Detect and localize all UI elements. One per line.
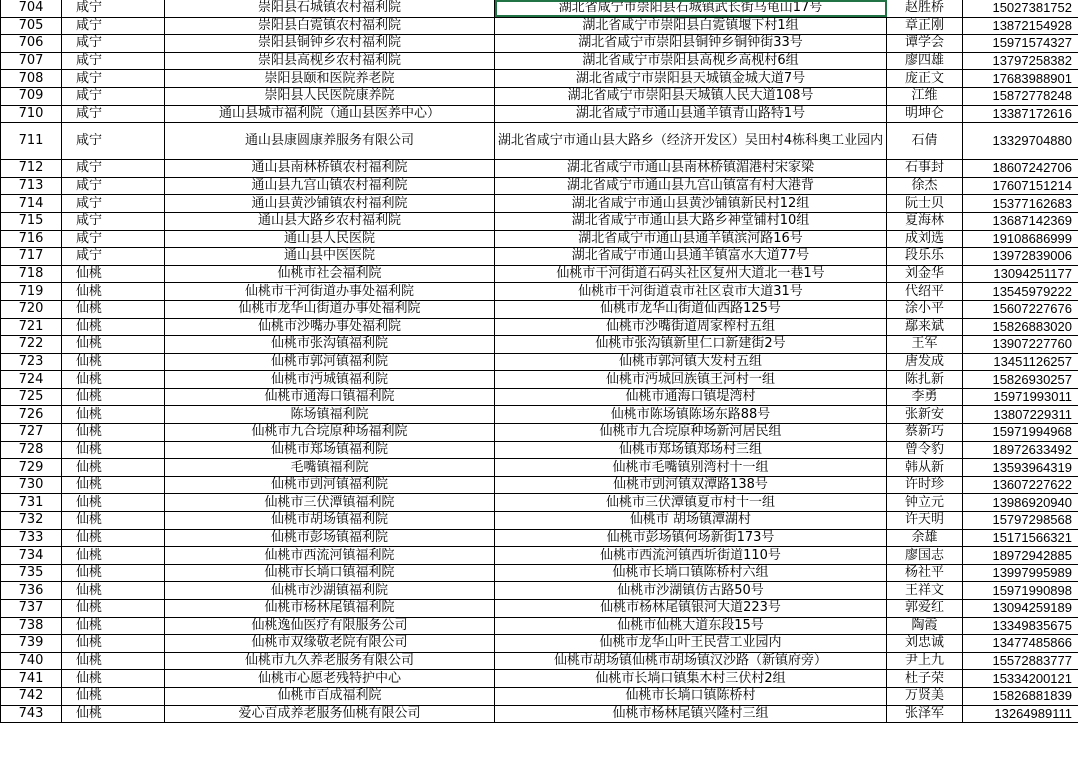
city-cell[interactable]: 仙桃 [62,635,165,653]
table-row [1,283,1078,301]
table-row [1,177,1078,195]
table-row [1,17,1078,35]
city-cell[interactable]: 仙桃 [62,300,165,318]
row-number-cell[interactable]: 726 [1,406,62,424]
institution-name-cell[interactable]: 崇阳县石城镇农村福利院 [165,0,495,17]
row-number-cell[interactable]: 720 [1,300,62,318]
contact-person-cell[interactable]: 谭学会 [887,35,963,53]
city-cell[interactable]: 仙桃 [62,705,165,723]
city-cell[interactable]: 仙桃 [62,494,165,512]
table-row [1,336,1078,354]
phone-cell[interactable]: 13986920940 [963,494,1078,512]
institution-name-cell[interactable]: 通山县中医医院 [165,248,495,266]
address-cell[interactable]: 仙桃市通海口镇堤湾村 [495,388,887,406]
row-number-cell[interactable]: 739 [1,635,62,653]
institution-name-cell[interactable]: 通山县康圆康养服务有限公司 [165,123,495,160]
table-row [1,300,1078,318]
city-cell[interactable]: 仙桃 [62,600,165,618]
row-number-cell[interactable]: 723 [1,353,62,371]
address-cell[interactable]: 仙桃市彭场镇何场新街173号 [495,529,887,547]
institution-name-cell[interactable]: 通山县城市福利院（通山县医养中心） [165,105,495,123]
phone-cell[interactable]: 15971990898 [963,582,1078,600]
address-cell[interactable]: 仙桃市沔城回族镇王河村一组 [495,371,887,389]
row-number-cell[interactable]: 714 [1,195,62,213]
institution-name-cell[interactable]: 通山县大路乡农村福利院 [165,212,495,230]
row-number-cell[interactable]: 712 [1,160,62,178]
city-cell[interactable]: 仙桃 [62,652,165,670]
phone-cell[interactable]: 13387172616 [963,105,1078,123]
contact-person-cell[interactable]: 廖国志 [887,547,963,565]
row-number-cell[interactable]: 716 [1,230,62,248]
table-row [1,687,1078,705]
contact-person-cell[interactable]: 韩从新 [887,459,963,477]
row-number-cell[interactable]: 717 [1,248,62,266]
contact-person-cell[interactable]: 杨社平 [887,564,963,582]
institution-name-cell[interactable]: 仙桃市沙湖镇福利院 [165,582,495,600]
contact-person-cell[interactable]: 张新安 [887,406,963,424]
row-number-cell[interactable]: 709 [1,87,62,105]
address-cell[interactable]: 仙桃市沙湖镇仿古路50号 [495,582,887,600]
address-cell[interactable]: 仙桃市长埫口镇陈桥村六组 [495,564,887,582]
spreadsheet-body [1,0,1078,723]
phone-cell[interactable]: 15872778248 [963,87,1078,105]
city-cell[interactable]: 咸宁 [62,70,165,88]
phone-cell[interactable]: 13593964319 [963,459,1078,477]
institution-name-cell[interactable]: 仙桃市双缘敬老院有限公司 [165,635,495,653]
phone-cell[interactable]: 13807229311 [963,406,1078,424]
table-row [1,635,1078,653]
institution-name-cell[interactable]: 仙桃市杨林尾镇福利院 [165,600,495,618]
city-cell[interactable]: 咸宁 [62,230,165,248]
contact-person-cell[interactable]: 王军 [887,336,963,354]
city-cell[interactable]: 仙桃 [62,582,165,600]
address-cell[interactable]: 湖北省咸宁市通山县南林桥镇湄港村宋家梁 [495,160,887,178]
city-cell[interactable]: 咸宁 [62,35,165,53]
city-cell[interactable]: 仙桃 [62,547,165,565]
table-row [1,424,1078,442]
city-cell[interactable]: 仙桃 [62,512,165,530]
phone-cell[interactable]: 15171566321 [963,529,1078,547]
institution-name-cell[interactable]: 仙桃市胡场镇福利院 [165,512,495,530]
phone-cell[interactable]: 13545979222 [963,283,1078,301]
phone-cell[interactable]: 15572883777 [963,652,1078,670]
address-cell[interactable]: 仙桃市郭河镇大发村五组 [495,353,887,371]
institution-name-cell[interactable]: 通山县黄沙铺镇农村福利院 [165,195,495,213]
row-number-cell[interactable]: 706 [1,35,62,53]
institution-name-cell[interactable]: 崇阳县铜钟乡农村福利院 [165,35,495,53]
contact-person-cell[interactable]: 代绍平 [887,283,963,301]
contact-person-cell[interactable]: 阮士贝 [887,195,963,213]
phone-cell[interactable]: 13349835675 [963,617,1078,635]
contact-person-cell[interactable]: 廖四雄 [887,52,963,70]
row-number-cell[interactable]: 715 [1,212,62,230]
city-cell[interactable]: 仙桃 [62,265,165,283]
address-cell[interactable]: 湖北省咸宁市崇阳县白霓镇堰下村1组 [495,17,887,35]
table-row [1,0,1078,17]
address-cell[interactable]: 仙桃市长埫口镇集木村三伏村2组 [495,670,887,688]
contact-person-cell[interactable]: 刘金华 [887,265,963,283]
city-cell[interactable]: 仙桃 [62,564,165,582]
table-row [1,87,1078,105]
address-cell[interactable]: 湖北省咸宁市通山县通羊镇富水大道77号 [495,248,887,266]
city-cell[interactable]: 仙桃 [62,424,165,442]
contact-person-cell[interactable]: 余雄 [887,529,963,547]
phone-cell[interactable]: 13907227760 [963,336,1078,354]
city-cell[interactable]: 咸宁 [62,105,165,123]
city-cell[interactable]: 仙桃 [62,687,165,705]
table-row [1,670,1078,688]
table-row [1,529,1078,547]
row-number-cell[interactable]: 724 [1,371,62,389]
address-cell[interactable]: 湖北省咸宁市崇阳县天城镇人民大道108号 [495,87,887,105]
institution-name-cell[interactable]: 仙桃市沔城镇福利院 [165,371,495,389]
row-number-cell[interactable]: 711 [1,123,62,160]
row-number-cell[interactable]: 737 [1,600,62,618]
contact-person-cell[interactable]: 曾令豹 [887,441,963,459]
institution-name-cell[interactable]: 仙桃市彭场镇福利院 [165,529,495,547]
phone-cell[interactable]: 15377162683 [963,195,1078,213]
city-cell[interactable]: 咸宁 [62,52,165,70]
address-cell[interactable]: 仙桃市长埫口镇陈桥村 [495,687,887,705]
table-row [1,212,1078,230]
contact-person-cell[interactable]: 王祥文 [887,582,963,600]
institution-name-cell[interactable]: 仙桃市心愿老残特护中心 [165,670,495,688]
contact-person-cell[interactable]: 许天明 [887,512,963,530]
institution-name-cell[interactable]: 通山县九宫山镇农村福利院 [165,177,495,195]
phone-cell[interactable]: 13997995989 [963,564,1078,582]
city-cell[interactable]: 仙桃 [62,336,165,354]
phone-cell[interactable]: 18972633492 [963,441,1078,459]
city-cell[interactable]: 咸宁 [62,17,165,35]
table-row [1,388,1078,406]
address-cell[interactable]: 仙桃市毛嘴镇别湾村十一组 [495,459,887,477]
city-cell[interactable]: 咸宁 [62,123,165,160]
city-cell[interactable]: 仙桃 [62,371,165,389]
institution-name-cell[interactable]: 仙桃市剅河镇福利院 [165,476,495,494]
phone-cell[interactable]: 15971574327 [963,35,1078,53]
table-row [1,70,1078,88]
institution-name-cell[interactable]: 仙桃市西流河镇福利院 [165,547,495,565]
city-cell[interactable]: 仙桃 [62,283,165,301]
city-cell[interactable]: 仙桃 [62,406,165,424]
row-number-cell[interactable]: 741 [1,670,62,688]
phone-cell[interactable]: 13872154928 [963,17,1078,35]
city-cell[interactable]: 仙桃 [62,441,165,459]
institution-name-cell[interactable]: 仙桃市百成福利院 [165,687,495,705]
phone-cell[interactable]: 19108686999 [963,230,1078,248]
row-number-cell[interactable]: 730 [1,476,62,494]
contact-person-cell[interactable]: 章正刚 [887,17,963,35]
address-cell[interactable]: 仙桃市张沟镇新里仁口新建街2号 [495,336,887,354]
row-number-cell[interactable]: 736 [1,582,62,600]
table-row [1,564,1078,582]
institution-name-cell[interactable]: 毛嘴镇福利院 [165,459,495,477]
phone-cell[interactable]: 13264989111 [963,705,1078,723]
city-cell[interactable]: 咸宁 [62,195,165,213]
contact-person-cell[interactable]: 夏海林 [887,212,963,230]
city-cell[interactable]: 咸宁 [62,0,165,17]
table-row [1,617,1078,635]
phone-cell[interactable]: 15826881839 [963,687,1078,705]
table-row [1,494,1078,512]
institution-name-cell[interactable]: 仙桃市九久养老服务有限公司 [165,652,495,670]
phone-cell[interactable]: 13477485866 [963,635,1078,653]
city-cell[interactable]: 仙桃 [62,529,165,547]
city-cell[interactable]: 仙桃 [62,617,165,635]
row-number-cell[interactable]: 705 [1,17,62,35]
city-cell[interactable]: 咸宁 [62,212,165,230]
contact-person-cell[interactable]: 涂小平 [887,300,963,318]
phone-cell[interactable]: 13797258382 [963,52,1078,70]
address-cell[interactable]: 湖北省咸宁市通山县大路乡神堂铺村10组 [495,212,887,230]
contact-person-cell[interactable]: 段乐乐 [887,248,963,266]
institution-name-cell[interactable]: 崇阳县白霓镇农村福利院 [165,17,495,35]
row-number-cell[interactable]: 722 [1,336,62,354]
table-row [1,371,1078,389]
row-number-cell[interactable]: 731 [1,494,62,512]
row-number-cell[interactable]: 713 [1,177,62,195]
table-row [1,248,1078,266]
contact-person-cell[interactable]: 钟立元 [887,494,963,512]
phone-cell[interactable]: 18607242706 [963,160,1078,178]
phone-cell[interactable]: 13972839006 [963,248,1078,266]
row-number-cell[interactable]: 738 [1,617,62,635]
address-cell[interactable]: 湖北省咸宁市通山县通羊镇滨河路16号 [495,230,887,248]
row-number-cell[interactable]: 725 [1,388,62,406]
row-number-cell[interactable]: 721 [1,318,62,336]
table-row [1,318,1078,336]
contact-person-cell[interactable]: 唐发成 [887,353,963,371]
table-row [1,547,1078,565]
table-row [1,441,1078,459]
institution-name-cell[interactable]: 仙桃市龙华山街道办事处福利院 [165,300,495,318]
institution-name-cell[interactable]: 仙桃市沙嘴办事处福利院 [165,318,495,336]
table-row [1,652,1078,670]
city-cell[interactable]: 咸宁 [62,248,165,266]
table-row [1,512,1078,530]
table-row [1,406,1078,424]
address-cell[interactable]: 仙桃市干河街道袁市社区袁市大道31号 [495,283,887,301]
row-number-cell[interactable]: 734 [1,547,62,565]
table-row [1,230,1078,248]
city-cell[interactable]: 仙桃 [62,353,165,371]
address-cell[interactable]: 仙桃市西流河镇西圻街道110号 [495,547,887,565]
contact-person-cell[interactable]: 徐杰 [887,177,963,195]
address-cell[interactable]: 仙桃市仙桃大道东段15号 [495,617,887,635]
institution-name-cell[interactable]: 仙桃市社会福利院 [165,265,495,283]
address-cell[interactable]: 仙桃市沙嘴街道周家榨村五组 [495,318,887,336]
address-cell[interactable]: 仙桃市陈场镇陈场东路88号 [495,406,887,424]
table-row [1,105,1078,123]
city-cell[interactable]: 仙桃 [62,388,165,406]
row-number-cell[interactable]: 733 [1,529,62,547]
contact-person-cell[interactable]: 杜子荣 [887,670,963,688]
row-number-cell[interactable]: 742 [1,687,62,705]
address-cell[interactable]: 仙桃市三伏潭镇夏市村十一组 [495,494,887,512]
contact-person-cell[interactable]: 赵胜桥 [887,0,963,17]
city-cell[interactable]: 仙桃 [62,459,165,477]
contact-person-cell[interactable]: 江维 [887,87,963,105]
row-number-cell[interactable]: 719 [1,283,62,301]
institution-name-cell[interactable]: 通山县人民医院 [165,230,495,248]
phone-cell[interactable]: 15334200121 [963,670,1078,688]
city-cell[interactable]: 咸宁 [62,177,165,195]
row-number-cell[interactable]: 718 [1,265,62,283]
row-number-cell[interactable]: 740 [1,652,62,670]
phone-cell[interactable]: 13094259189 [963,600,1078,618]
phone-cell[interactable]: 17607151214 [963,177,1078,195]
institution-name-cell[interactable]: 崇阳县颐和医院养老院 [165,70,495,88]
contact-person-cell[interactable]: 郭爱红 [887,600,963,618]
table-row [1,160,1078,178]
institution-name-cell[interactable]: 仙桃市郭河镇福利院 [165,353,495,371]
city-cell[interactable]: 咸宁 [62,160,165,178]
row-number-cell[interactable]: 732 [1,512,62,530]
contact-person-cell[interactable]: 石事封 [887,160,963,178]
table-row [1,476,1078,494]
contact-person-cell[interactable]: 李勇 [887,388,963,406]
row-number-cell[interactable]: 707 [1,52,62,70]
address-cell[interactable]: 湖北省咸宁市通山县大路乡（经济开发区）吴田村4栋科奥工业园内 [495,123,887,160]
contact-person-cell[interactable]: 明坤仑 [887,105,963,123]
institution-name-cell[interactable]: 陈场镇福利院 [165,406,495,424]
table-row [1,265,1078,283]
address-cell[interactable]: 仙桃市龙华山街道仙西路125号 [495,300,887,318]
phone-cell[interactable]: 15027381752 [963,0,1078,17]
contact-person-cell[interactable]: 陈扎新 [887,371,963,389]
table-row [1,353,1078,371]
row-number-cell[interactable]: 728 [1,441,62,459]
phone-cell[interactable]: 13329704880 [963,123,1078,160]
address-cell[interactable]: 仙桃市郑场镇郑场村三组 [495,441,887,459]
table-row [1,459,1078,477]
row-number-cell[interactable]: 743 [1,705,62,723]
address-cell[interactable]: 湖北省咸宁市崇阳县天城镇金城大道7号 [495,70,887,88]
institution-name-cell[interactable]: 仙桃市长埫口镇福利院 [165,564,495,582]
address-cell[interactable]: 湖北省咸宁市通山县九宫山镇富有村大港背 [495,177,887,195]
phone-cell[interactable]: 13094251177 [963,265,1078,283]
institution-name-cell[interactable]: 崇阳县高枧乡农村福利院 [165,52,495,70]
row-number-cell[interactable]: 710 [1,105,62,123]
phone-cell[interactable]: 13607227622 [963,476,1078,494]
row-number-cell[interactable]: 729 [1,459,62,477]
address-cell[interactable]: 湖北省咸宁市崇阳县铜钟乡铜钟街33号 [495,35,887,53]
contact-person-cell[interactable]: 庞正文 [887,70,963,88]
contact-person-cell[interactable]: 陶霞 [887,617,963,635]
city-cell[interactable]: 仙桃 [62,318,165,336]
address-cell[interactable]: 仙桃市九合垸原种场新河居民组 [495,424,887,442]
table-row [1,600,1078,618]
phone-cell[interactable]: 17683988901 [963,70,1078,88]
institution-name-cell[interactable]: 通山县南林桥镇农村福利院 [165,160,495,178]
contact-person-cell[interactable]: 鄢来斌 [887,318,963,336]
address-cell[interactable]: 湖北省咸宁市通山县黄沙铺镇新民村12组 [495,195,887,213]
table-row [1,705,1078,723]
address-cell[interactable]: 湖北省咸宁市崇阳县高枧乡高枧村6组 [495,52,887,70]
address-cell[interactable]: 仙桃市杨林尾镇银河大道223号 [495,600,887,618]
table-row [1,52,1078,70]
phone-cell[interactable]: 15826883020 [963,318,1078,336]
row-number-cell[interactable]: 708 [1,70,62,88]
phone-cell[interactable]: 15797298568 [963,512,1078,530]
phone-cell[interactable]: 15607227676 [963,300,1078,318]
contact-person-cell[interactable]: 尹上九 [887,652,963,670]
address-cell[interactable]: 仙桃市剅河镇双潭路138号 [495,476,887,494]
address-cell[interactable]: 仙桃市 胡场镇潭湖村 [495,512,887,530]
contact-person-cell[interactable]: 万贤美 [887,687,963,705]
phone-cell[interactable]: 15971994968 [963,424,1078,442]
contact-person-cell[interactable]: 成刘选 [887,230,963,248]
address-cell[interactable]: 仙桃市龙华山叶王民营工业园内 [495,635,887,653]
phone-cell[interactable]: 15971993011 [963,388,1078,406]
address-cell[interactable]: 湖北省咸宁市通山县通羊镇青山路特1号 [495,105,887,123]
address-cell[interactable]: 湖北省咸宁市崇阳县石城镇武长街乌龟山17号 [495,0,887,17]
table-row [1,195,1078,213]
row-number-cell[interactable]: 727 [1,424,62,442]
contact-person-cell[interactable]: 许时珍 [887,476,963,494]
city-cell[interactable]: 仙桃 [62,670,165,688]
institution-name-cell[interactable]: 仙桃市张沟镇福利院 [165,336,495,354]
address-cell[interactable]: 仙桃市胡场镇仙桃市胡场镇汉沙路（新镇府旁） [495,652,887,670]
institution-name-cell[interactable]: 崇阳县人民医院康养院 [165,87,495,105]
phone-cell[interactable]: 13687142369 [963,212,1078,230]
city-cell[interactable]: 仙桃 [62,476,165,494]
institution-name-cell[interactable]: 仙桃市三伏潭镇福利院 [165,494,495,512]
address-cell[interactable]: 仙桃市干河街道石码头社区复州大道北一巷1号 [495,265,887,283]
institution-name-cell[interactable]: 仙桃市干河街道办事处福利院 [165,283,495,301]
institution-name-cell[interactable]: 仙桃逸仙医疗有限服务公司 [165,617,495,635]
address-cell[interactable]: 仙桃市杨林尾镇兴隆村三组 [495,705,887,723]
phone-cell[interactable]: 13451126257 [963,353,1078,371]
table-row [1,582,1078,600]
institution-name-cell[interactable]: 仙桃市郑场镇福利院 [165,441,495,459]
institution-name-cell[interactable]: 爱心百成养老服务仙桃有限公司 [165,705,495,723]
table-row [1,35,1078,53]
institution-name-cell[interactable]: 仙桃市九合垸原种场福利院 [165,424,495,442]
contact-person-cell[interactable]: 刘忠诚 [887,635,963,653]
row-number-cell[interactable]: 704 [1,0,62,17]
row-number-cell[interactable]: 735 [1,564,62,582]
institution-name-cell[interactable]: 仙桃市通海口镇福利院 [165,388,495,406]
city-cell[interactable]: 咸宁 [62,87,165,105]
contact-person-cell[interactable]: 张泽军 [887,705,963,723]
phone-cell[interactable]: 15826930257 [963,371,1078,389]
contact-person-cell[interactable]: 蔡新巧 [887,424,963,442]
table-row [1,123,1078,160]
contact-person-cell[interactable]: 石倩 [887,123,963,160]
phone-cell[interactable]: 18972942885 [963,547,1078,565]
